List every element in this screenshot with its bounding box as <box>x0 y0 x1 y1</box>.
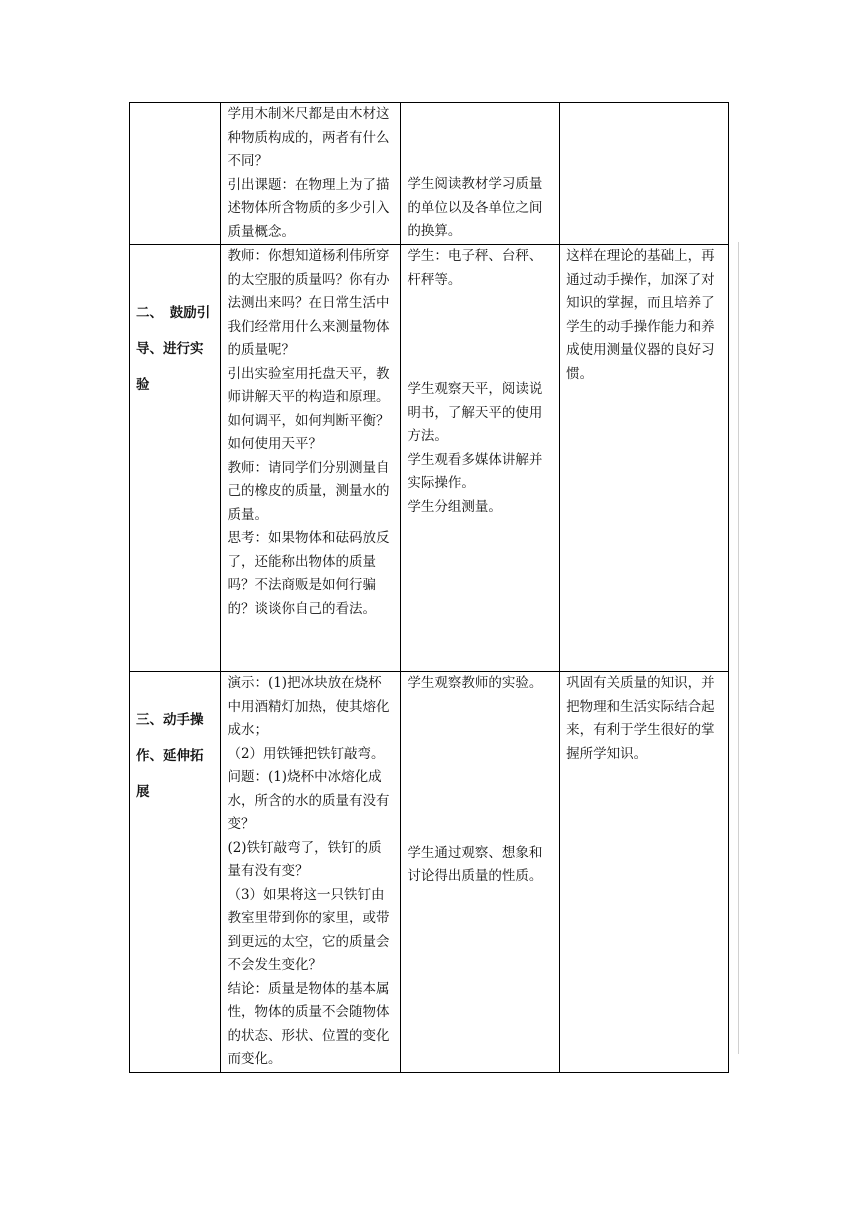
teacher-text: 学用木制米尺都是由木材这种物质构成的，两者有什么不同？ <box>227 106 390 169</box>
teacher-text: 思考：如果物体和砝码放反了，还能称出物体的质量吗？不法商贩是如何行骗的？谈谈你自己的看法。 <box>227 530 390 617</box>
student-text: 学生阅读教材学习质量的单位以及各单位之间的换算。 <box>407 176 543 239</box>
teacher-activity-cell <box>221 245 401 672</box>
stage-cell <box>130 672 221 1073</box>
teacher-text: 教师：请同学们分别测量自己的橡皮的质量，测量水的质量。 <box>227 459 390 523</box>
table-row <box>130 672 729 1073</box>
table-row <box>130 103 729 245</box>
lesson-plan-table <box>129 102 729 1073</box>
student-text: 学生观看多媒体讲解并实际操作。 <box>407 451 543 491</box>
teacher-text: 引出课题：在物理上为了描述物体所含物质的多少引入质量概念。 <box>227 176 390 240</box>
design-intent-cell <box>560 672 729 1073</box>
teacher-text: （3）如果将这一只铁钉由教室里带到你的家里，或带到更远的太空，它的质量会不会发生变化？ <box>227 886 390 973</box>
student-activity-cell <box>401 672 560 1073</box>
student-text: 学生分组测量。 <box>407 498 502 515</box>
teacher-text: 结论：质量是物体的基本属性，物体的质量不会随物体的状态、形状、位置的变化而变化。 <box>227 980 390 1067</box>
teacher-text: 演示：(1)把冰块放在烧杯中用酒精灯加热，使其熔化成水； <box>227 675 390 738</box>
student-text: 学生观察天平，阅读说明书，了解天平的使用方法。 <box>407 381 543 444</box>
teacher-text: 问题：(1)烧杯中冰熔化成水，所含的水的质量有没有变？ <box>227 769 390 832</box>
table-row <box>130 245 729 672</box>
intent-text: 这样在理论的基础上，再通过动手操作，加深了对知识的掌握，而且培养了学生的动手操作能力和养成使用测量仪器的良好习惯。 <box>566 248 715 382</box>
student-activity-cell <box>401 245 560 672</box>
stage-label: 三、动手操作、延伸拓展 <box>136 712 204 800</box>
stage-cell <box>130 103 221 245</box>
margin-rule <box>738 242 739 1054</box>
teacher-activity-cell <box>221 103 401 245</box>
teacher-text: （2）用铁锤把铁钉敲弯。 <box>227 745 385 762</box>
stage-label: 二、 鼓励引导、进行实验 <box>136 305 211 393</box>
stage-cell <box>130 245 221 672</box>
student-activity-cell <box>401 103 560 245</box>
design-intent-cell <box>560 245 729 672</box>
student-text: 学生通过观察、想象和讨论得出质量的性质。 <box>407 844 543 884</box>
teacher-text: 教师：你想知道杨利伟所穿的太空服的质量吗？你有办法测出来吗？在日常生活中我们经常用什么来测量物体的质量呢？ <box>227 248 390 358</box>
teacher-text: 如何调平，如何判断平衡？如何使用天平？ <box>227 412 390 452</box>
teacher-text: 引出实验室用托盘天平，教师讲解天平的构造和原理。 <box>227 365 390 405</box>
student-text: 学生观察教师的实验。 <box>407 675 543 691</box>
teacher-text: (2)铁钉敲弯了，铁钉的质量有没有变？ <box>227 839 382 879</box>
student-text: 学生：电子秤、台秤、杆秤等。 <box>407 248 543 288</box>
teacher-activity-cell <box>221 672 401 1073</box>
intent-text: 巩固有关质量的知识，并把物理和生活实际结合起来，有利于学生很好的掌握所学知识。 <box>566 675 715 762</box>
design-intent-cell <box>560 103 729 245</box>
